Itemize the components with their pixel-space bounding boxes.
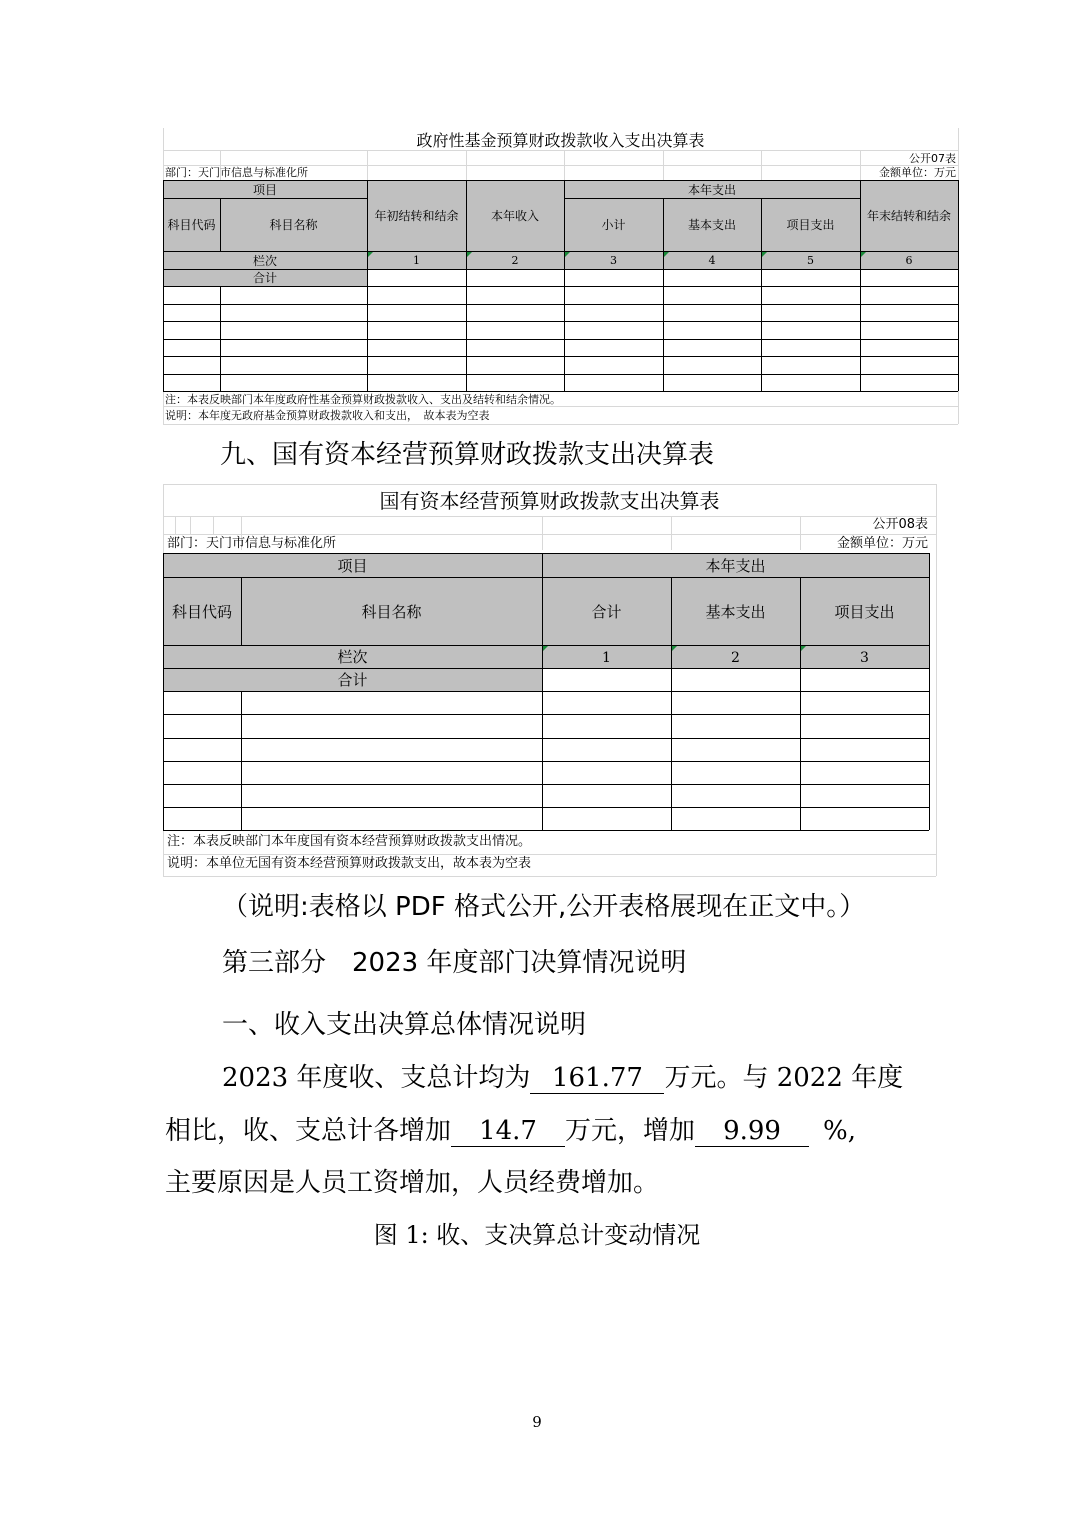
header-item: 项目 (163, 180, 367, 198)
government-fund-table (163, 128, 958, 424)
table2-title: 国有资本经营预算财政拨款支出决算表 (379, 489, 720, 513)
total-amount: 161.77 (530, 1063, 664, 1094)
header-income: 本年收入 (466, 180, 564, 251)
column-number: 2 (511, 253, 519, 267)
header-end-balance: 年末结转和结余 (860, 180, 958, 251)
header-name: 科目名称 (220, 198, 367, 251)
paragraph-line-3: 主要原因是人员工资增加，人员经费增加。 (165, 1168, 660, 1198)
header-code: 科目代码 (163, 198, 220, 251)
paragraph-text: 万元，增加 (565, 1116, 696, 1146)
header-expenditure: 本年支出 (542, 553, 929, 577)
table1-department: 部门：天门市信息与标准化所 (165, 166, 308, 179)
column-number-label: 栏次 (337, 648, 368, 666)
paragraph-text: %, (823, 1116, 857, 1146)
table1-unit: 金额单位：万元 (879, 166, 956, 179)
paragraph-text: 万元。与 2022 年度 (664, 1063, 904, 1093)
table2-note: 注：本表反映部门本年度国有资本经营预算财政拨款支出情况。 (167, 834, 532, 849)
table1-form-number: 公开07表 (909, 152, 956, 165)
paragraph-text: 相比，收、支总计各增加 (165, 1116, 452, 1146)
total-row-label: 合计 (163, 668, 542, 691)
header-item: 项目 (163, 553, 542, 577)
table2-department: 部门：天门市信息与标准化所 (167, 536, 337, 551)
header-project: 项目支出 (800, 577, 929, 645)
section9-heading: 九、国有资本经营预算财政拨款支出决算表 (220, 440, 715, 470)
paragraph-text: 2023 年度收、支总计均为 (222, 1063, 531, 1093)
table1-note: 注：本表反映部门本年度政府性基金预算财政拨款收入、支出及结转和结余情况。 (165, 393, 561, 406)
table2-explanation: 说明：本单位无国有资本经营预算财政拨款支出，故本表为空表 (167, 856, 532, 871)
state-capital-table (163, 484, 936, 876)
increase-amount: 14.7 (451, 1116, 565, 1147)
pdf-explanation: （说明:表格以 PDF 格式公开,公开表格展现在正文中。） (222, 892, 866, 922)
header-subtotal: 小计 (564, 198, 663, 251)
column-number: 1 (413, 253, 420, 267)
header-project: 项目支出 (761, 198, 860, 251)
part3-heading: 第三部分 2023 年度部门决算情况说明 (222, 948, 687, 978)
column-number: 6 (905, 253, 913, 267)
header-code: 科目代码 (163, 577, 241, 645)
header-name: 科目名称 (241, 577, 542, 645)
page-number: 9 (532, 1413, 542, 1431)
column-number: 3 (860, 649, 869, 666)
table2-form-number: 公开08表 (872, 517, 928, 532)
header-expenditure: 本年支出 (564, 180, 860, 198)
column-number: 4 (708, 253, 716, 267)
column-number: 3 (610, 253, 617, 267)
section1-heading: 一、收入支出决算总体情况说明 (222, 1010, 587, 1040)
table2-unit: 金额单位：万元 (836, 536, 928, 551)
column-number: 2 (731, 649, 740, 666)
paragraph-line-1 (222, 1061, 903, 1095)
header-begin-balance: 年初结转和结余 (367, 180, 466, 251)
column-number-label: 栏次 (252, 253, 277, 268)
table1-title: 政府性基金预算财政拨款收入支出决算表 (416, 131, 705, 150)
header-total: 合计 (542, 577, 671, 645)
header-basic: 基本支出 (671, 577, 800, 645)
increase-percent: 9.99 (695, 1116, 809, 1147)
column-number: 5 (807, 253, 814, 267)
header-basic: 基本支出 (663, 198, 761, 251)
paragraph-line-2 (165, 1114, 856, 1148)
figure-caption: 图 1: 收、支决算总计变动情况 (373, 1221, 701, 1249)
column-number: 1 (602, 649, 611, 666)
total-row-label: 合计 (163, 269, 367, 286)
table1-explanation: 说明：本年度无政府基金预算财政拨款收入和支出， 故本表为空表 (165, 409, 490, 422)
